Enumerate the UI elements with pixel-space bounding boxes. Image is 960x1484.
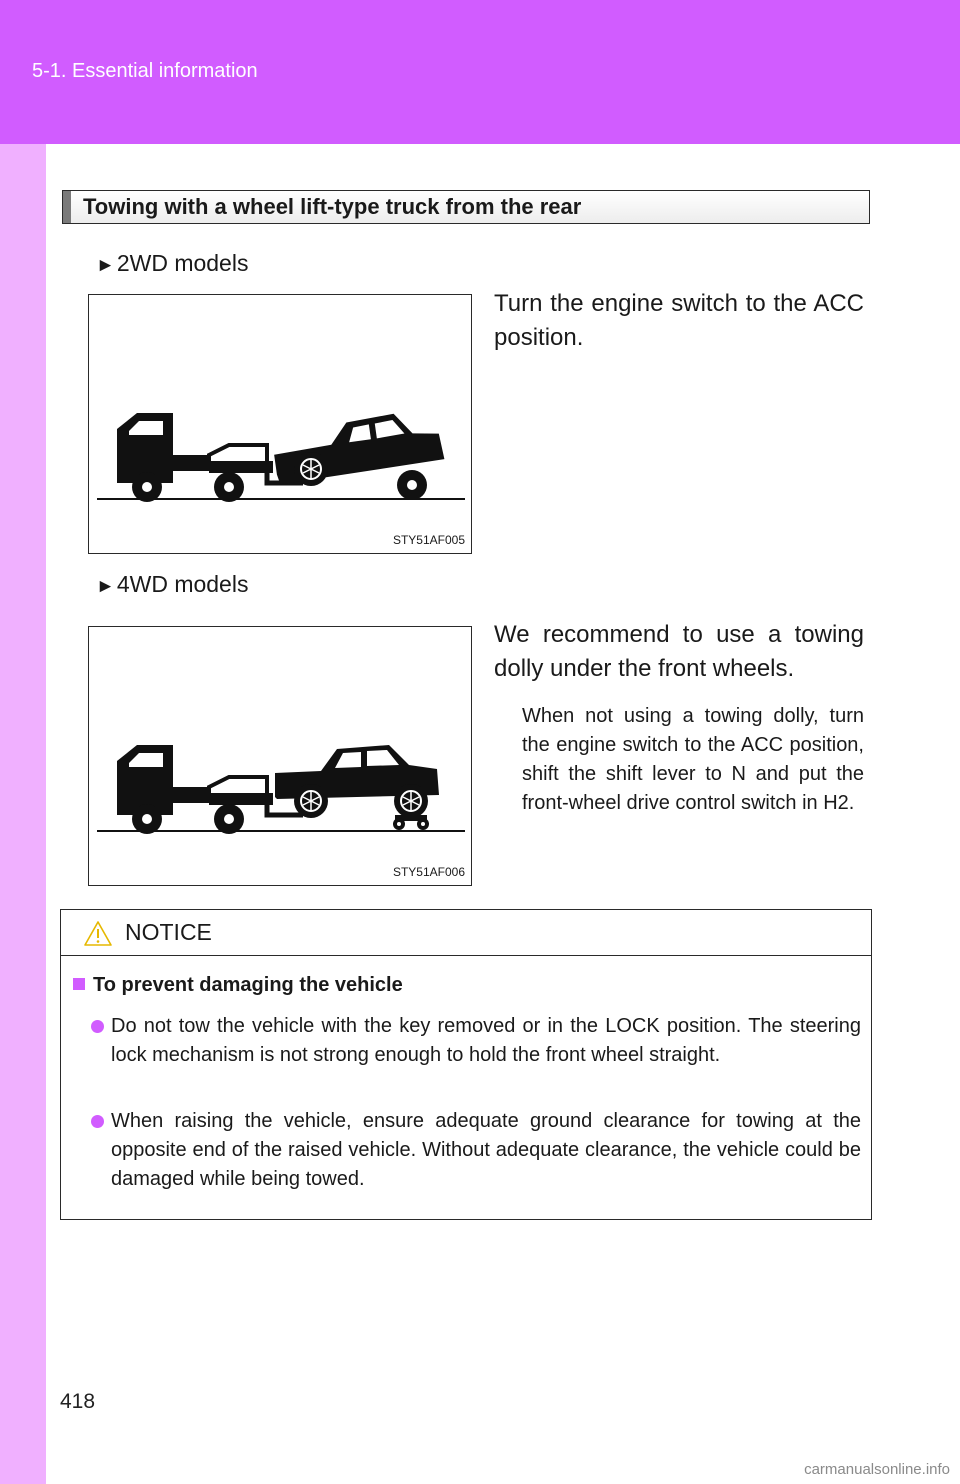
page-number: 418 <box>60 1390 96 1413</box>
model-label-text: 4WD models <box>116 571 249 597</box>
instruction-4wd-detail: When not using a towing dolly, turn the engine switch to the ACC position, shift the shift lever to N and put the front-wheel drive control switch in H2. <box>522 705 864 814</box>
figure-code: STY51AF005 <box>392 533 465 547</box>
watermark[interactable]: carmanualsonline.info <box>804 1461 950 1478</box>
tow-truck-4wd-illustration <box>89 627 473 887</box>
side-band <box>0 144 46 1484</box>
model-label-2wd <box>96 250 248 277</box>
figure-code: STY51AF006 <box>392 865 465 879</box>
heading-text: Towing with a wheel lift-type truck from the rear <box>83 194 582 219</box>
notice-title: NOTICE <box>125 919 212 945</box>
notice-item-title <box>73 974 403 997</box>
model-label-text: 2WD models <box>116 250 249 276</box>
illustration-4wd <box>88 626 472 886</box>
notice-bullet-text: When raising the vehicle, ensure adequate ground clearance for towing at the opposite end of the raised vehicle. Without adequate clearance, the vehicle could be damaged while being towed. <box>111 1110 861 1190</box>
tow-truck-2wd-illustration <box>89 295 473 555</box>
right-pointer-icon: ► <box>96 255 115 276</box>
section-label: 5-1. Essential information <box>32 60 258 82</box>
section-heading <box>62 190 870 224</box>
notice-bullet <box>91 1107 861 1194</box>
model-label-4wd <box>96 571 248 598</box>
notice-item-title-text: To prevent damaging the vehicle <box>93 974 403 996</box>
instruction-4wd: We recommend to use a towing dolly under the front wheels. <box>494 621 864 682</box>
notice-bullet-text: Do not tow the vehicle with the key removed or in the LOCK position. The steering lock mechanism is not strong enough to hold the front wheel straight. <box>111 1015 861 1066</box>
bullet-dot-icon <box>91 1020 104 1033</box>
illustration-2wd <box>88 294 472 554</box>
bullet-dot-icon <box>91 1115 104 1128</box>
notice-box <box>60 909 872 1220</box>
notice-bullet <box>91 1012 861 1070</box>
right-pointer-icon: ► <box>96 576 115 597</box>
notice-header <box>61 910 871 956</box>
square-bullet-icon <box>73 978 85 990</box>
warning-triangle-icon <box>83 920 113 947</box>
header-band <box>0 0 960 144</box>
instruction-2wd: Turn the engine switch to the ACC position. <box>494 290 864 351</box>
